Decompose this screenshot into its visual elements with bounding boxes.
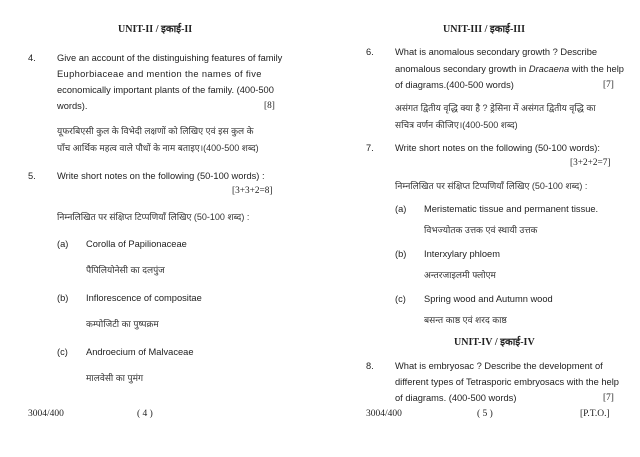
marks: [3+2+2=7] [570, 158, 611, 168]
marks: [7] [603, 393, 614, 403]
question-text-line: of diagrams. (400-500 words) [395, 393, 517, 403]
unit-heading: UNIT-III / इकाई-III [443, 24, 525, 35]
item-label: (c) [57, 347, 68, 357]
question-number: 7. [366, 143, 374, 153]
question-number: 5. [28, 171, 36, 181]
item-text: Corolla of Papilionaceae [86, 239, 187, 249]
hindi-text-line: निम्नलिखित पर संक्षिप्त टिप्पणियाँ लिखिए (50-100 शब्द) : [57, 212, 250, 222]
question-text-line: What is embryosac ? Describe the development of [395, 361, 603, 371]
item-text: Inflorescence of compositae [86, 293, 202, 303]
item-hindi-text: बसन्त काष्ठ एवं शरद काष्ठ [424, 315, 507, 325]
question-text-line: anomalous secondary growth in Dracaena with the help [395, 64, 624, 74]
question-number: 6. [366, 47, 374, 57]
question-number: 4. [28, 53, 36, 63]
paper-code: 3004/400 [366, 409, 402, 419]
unit-heading: UNIT-IV / इकाई-IV [454, 337, 535, 348]
item-label: (b) [395, 249, 407, 259]
question-number: 8. [366, 361, 374, 371]
marks: [8] [264, 101, 275, 111]
item-label: (a) [395, 204, 407, 214]
right-page [320, 0, 640, 457]
item-label: (a) [57, 239, 69, 249]
item-text: Androecium of Malvaceae [86, 347, 194, 357]
item-hindi-text: मालवेसी का पुमंग [86, 373, 144, 383]
item-label: (b) [57, 293, 69, 303]
item-text: Meristematic tissue and permanent tissue. [424, 204, 599, 214]
page-number: ( 5 ) [477, 409, 493, 419]
item-text: Interxylary phloem [424, 249, 500, 259]
marks: [7] [603, 80, 614, 90]
paper-code: 3004/400 [28, 409, 64, 419]
question-text-line: economically important plants of the family. (400-500 [57, 85, 274, 95]
hindi-text-line: सचित्र वर्णन कीजिए।(400-500 शब्द) [395, 120, 518, 130]
hindi-text-line: असंगत द्वितीय वृद्धि क्या है ? ड्रेसिना में असंगत द्वितीय वृद्धि का [395, 103, 596, 113]
question-text-line: words). [57, 101, 88, 111]
pto-marker: [P.T.O.] [580, 409, 610, 419]
marks: [3+3+2=8] [232, 186, 273, 196]
hindi-text-line: यूफरबिएसी कुल के विभेदी लक्षणों को लिखिए एवं इस कुल के [57, 126, 254, 136]
italic-genus-name: Dracaena [528, 64, 570, 74]
item-hindi-text: अन्तरजाइलमी फ्लोएम [424, 270, 496, 280]
item-hindi-text: विभज्योतक उत्तक एवं स्थायी उत्तक [424, 225, 538, 235]
page-number: ( 4 ) [137, 409, 153, 419]
question-text-line: different types of Tetrasporic embryosacs with the help [395, 377, 619, 387]
question-text-line: What is anomalous secondary growth ? Describe [395, 47, 598, 57]
question-text-line: Write short notes on the following (50-100 words): [395, 143, 600, 153]
unit-heading: UNIT-II / इकाई-II [118, 24, 193, 35]
question-text-line: Give an account of the distinguishing features of family [57, 53, 283, 63]
item-hindi-text: कम्पोजिटी का पुष्पक्रम [86, 319, 159, 329]
item-label: (c) [395, 294, 406, 304]
item-hindi-text: पैपिलियोनेसी का दलपुंज [86, 265, 165, 275]
question-text-line: of diagrams.(400-500 words) [395, 80, 514, 90]
hindi-text-line: पाँच आर्थिक महत्व वाले पौधों के नाम बताइए।(400-500 शब्द) [57, 143, 259, 153]
question-text-line: Euphorbiaceae and mention the names of five [57, 69, 262, 79]
question-text-line: Write short notes on the following (50-100 words) : [57, 171, 265, 181]
hindi-text-line: निम्नलिखित पर संक्षिप्त टिप्पणियाँ लिखिए (50-100 शब्द) : [395, 181, 588, 191]
item-text: Spring wood and Autumn wood [424, 294, 553, 304]
